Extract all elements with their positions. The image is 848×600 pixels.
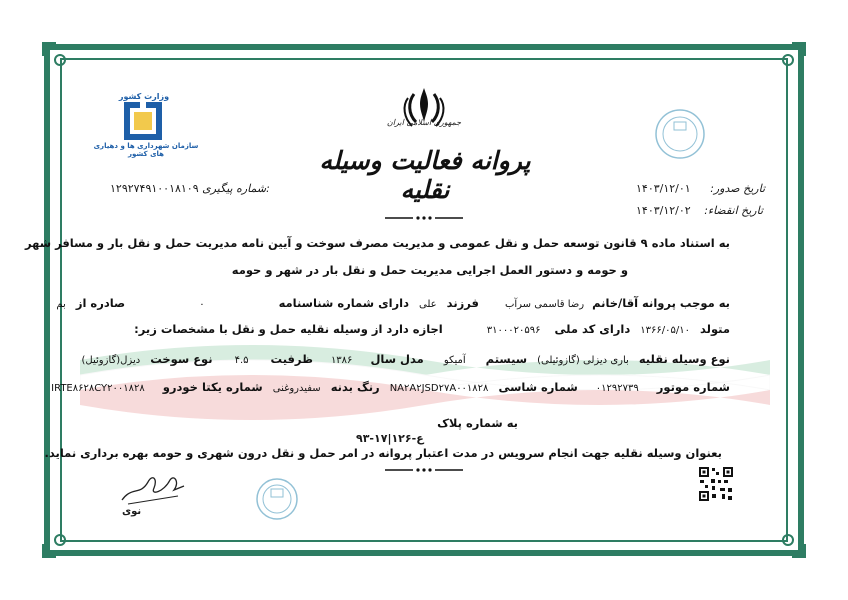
municipalities-logo-text: سازمان شهرداری ها و دهیاری های کشور [93,142,199,158]
expiry-date: ۱۴۰۳/۱۲/۰۲ [636,204,691,217]
national-code: ۳۱۰۰۰۲۰۵۹۶ [486,325,541,336]
birth-date: ۱۳۶۶/۰۵/۱۰ [640,325,690,336]
owner-name: رضا قاسمی سرآب [504,299,585,310]
closing-separator [385,466,463,474]
corner-ornament-icon [774,526,808,560]
issued-from-label: صادره از [75,296,126,310]
tracking-number: ۱۲۹۲۷۴۹۱۰۰۱۸۱۰۹ [110,182,199,195]
signature-name: نوی [122,506,142,517]
system-value: آمیکو [443,355,466,366]
ministry-top-text: وزارت کشور [118,92,170,101]
tracking-label: :شماره پیگیری [202,182,270,195]
fuel-value: دیزل(گازوئیل) [81,355,141,366]
expiry-date-field [636,204,763,217]
model-year: ۱۳۸۶ [330,355,353,366]
issued-from: بم [56,299,66,310]
model-label: مدل سال [370,352,424,366]
signature-icon [118,466,188,510]
flag-wave-background [80,330,770,420]
plate-line [437,416,518,430]
preamble-line-2: و حومه و دستور العمل اجرایی مدیریت حمل و نقل بار در شهر و حومه [231,263,628,277]
national-code-label: دارای کد ملی [554,322,631,336]
fuel-label: نوع سوخت [150,352,213,366]
engine-label: شماره موتور [656,380,730,394]
color-label: رنگ بدنه [330,380,380,394]
expiry-date-label: تاریخ انقضاء: [704,204,764,217]
system-label: سیستم [485,352,528,366]
vehicle-line-1 [76,352,730,366]
permission-text: اجازه دارد از وسیله نقلیه حمل و نقل با مشخصات زیر: [134,322,443,336]
corner-ornament-icon [40,526,74,560]
republic-caption: جمهوری اسلامی ایران [386,118,462,127]
issue-date-field [636,182,765,195]
title-separator [385,214,463,222]
qr-code-icon[interactable] [698,466,734,502]
plate-label: به شماره پلاک [437,416,518,430]
chassis-number: NA۲A۲JSD۲۷A۰۰۱۸۲۸ [389,383,489,394]
color-value: سفیدروغنی [272,383,321,394]
plate-number: ۹۳-ع-۱۲۶|۱۷ [356,432,424,445]
capacity-label: ظرفیت [270,352,313,366]
closing-text: بعنوان وسیله نقلیه جهت انجام سرویس در مدت اعتبار پروانه در امر حمل و نقل درون شهری و حومه بهره برداری نماید. [44,446,722,460]
preamble-line-1: به استناد ماده ۹ قانون توسعه حمل و نقل عمومی و مدیریت مصرف سوخت و آیین نامه مدیریت حمل و نقل بار و مسافر شهر [25,236,730,250]
page-title: پروانه فعالیت وسیله نقلیه [319,146,531,204]
vin-value: IRTE۸۶۲۸CY۲۰۰۱۸۲۸ [51,383,145,394]
chassis-label: شماره شاسی [498,380,578,394]
corner-ornament-icon [40,40,74,74]
vin-label: شماره یکتا خودرو [162,380,263,394]
tracking-field [110,182,270,195]
corner-ornament-icon [774,40,808,74]
vehicle-type-label: نوع وسیله نقلیه [638,352,730,366]
owner-prefix: به موجب پروانه آقا/خانم [592,296,730,310]
official-seal-icon [652,106,708,162]
issue-date: ۱۴۰۳/۱۲/۰۱ [636,182,691,195]
id-number: ۰ [199,299,205,310]
vehicle-type: باری دیزلی (گازوئیلی) [537,355,629,366]
bottom-seal-icon [254,476,300,522]
vehicle-line-2 [45,380,730,394]
birth-line [134,322,730,336]
father-name: علی [419,299,437,310]
child-of-label: فرزند [446,296,479,310]
owner-line [50,296,730,310]
born-label: متولد [700,322,730,336]
municipalities-logo-icon [122,100,164,142]
engine-number: ۰۱۲۹۲۷۳۹ [595,383,639,394]
id-label: دارای شماره شناسنامه [278,296,410,310]
capacity-value: ۴.۵ [234,355,249,366]
issue-date-label: تاریخ صدور: [710,182,766,195]
